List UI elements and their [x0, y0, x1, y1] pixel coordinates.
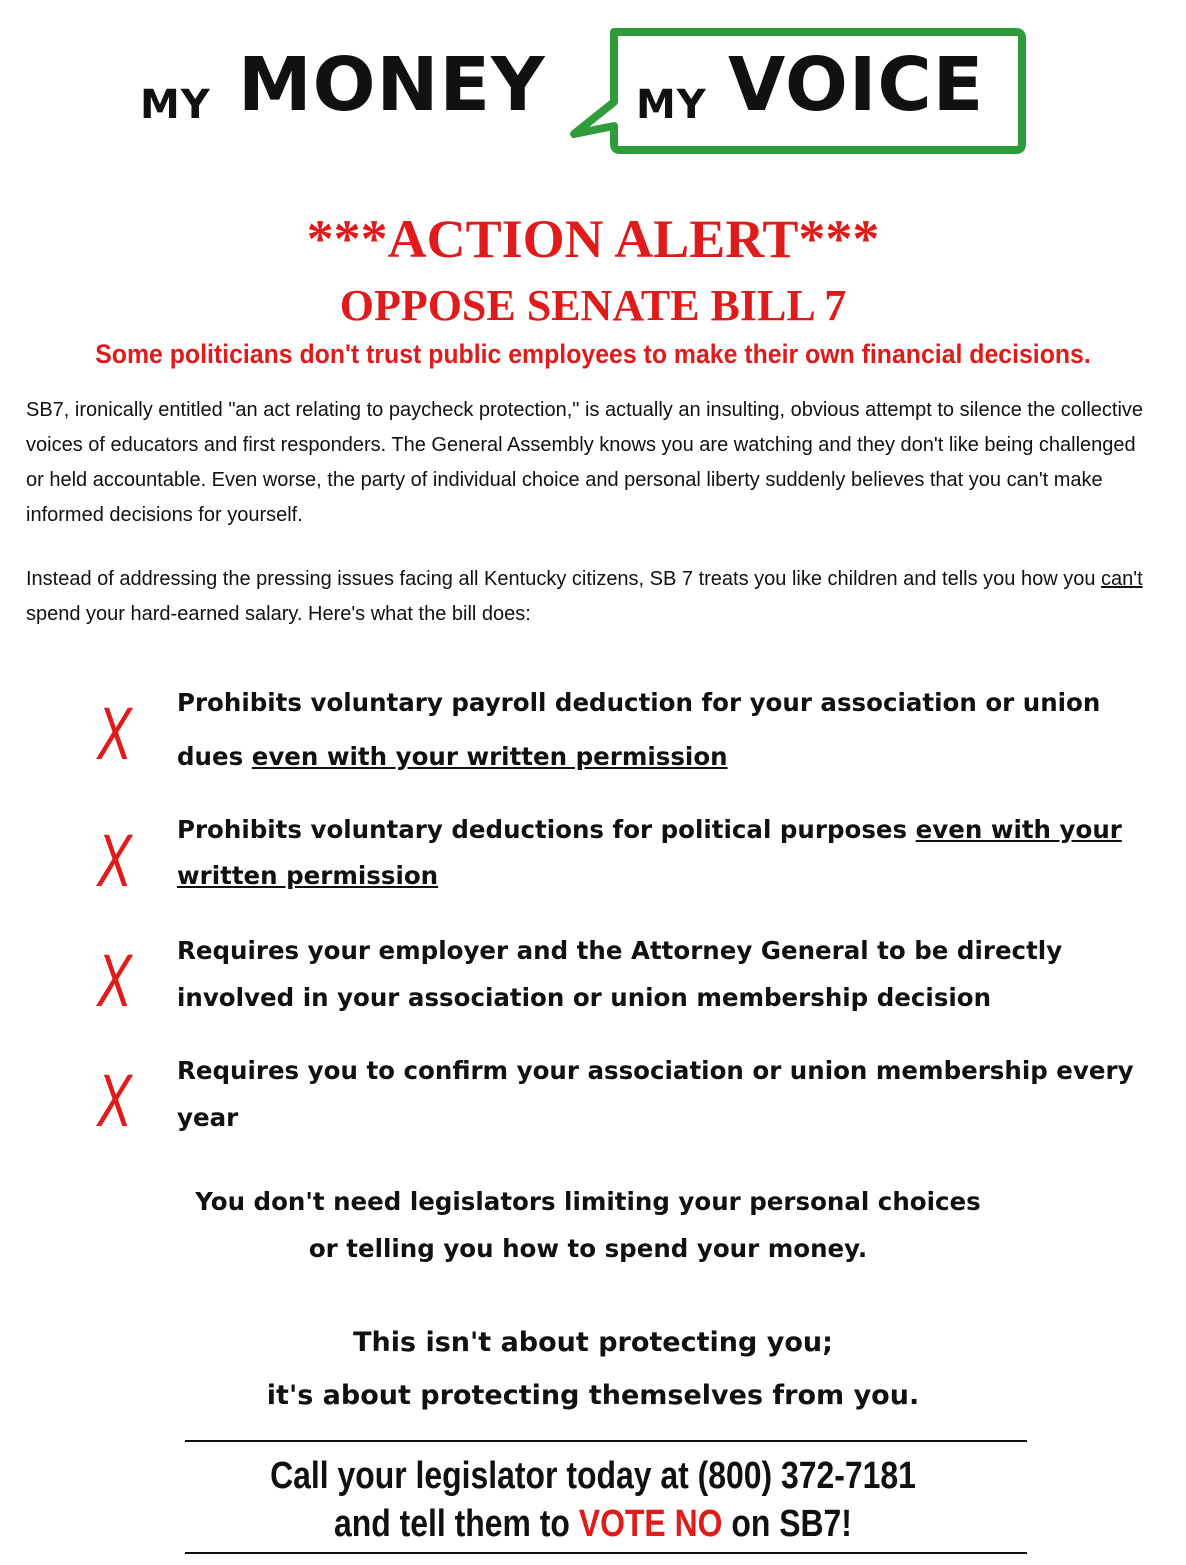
x-mark-icon: X: [97, 819, 132, 902]
bullet-text: Requires you to confirm your association or union membership every year: [177, 1056, 1134, 1132]
bullet-text-main: Prohibits voluntary payroll deduction for your association or union dues: [177, 688, 1101, 771]
x-mark-icon: X: [97, 939, 132, 1022]
call-to-action: [0, 1452, 1186, 1548]
closing-line-2: or telling you how to spend your money.: [308, 1234, 868, 1263]
intro-paragraph: SB7, ironically entitled "an act relating to paycheck protection," is actually an insulting, obvious attempt to silence the collective voices of educators and first responders. The General Assembly knows you are watching and they don't like being challenged or held accountable. Even worse, the party of individual choice and personal liberty suddenly believes that you can't make informed decisions for yourself.: [26, 399, 1144, 526]
x-mark-icon: X: [97, 692, 132, 775]
bullet-text-main: Prohibits voluntary deductions for political purposes: [177, 815, 916, 844]
bullet-text: Requires your employer and the Attorney General to be directly involved in your association or union membership decision: [177, 936, 1063, 1012]
bullet-text: [177, 676, 1137, 784]
bill-summary-paragraph: [26, 562, 1151, 632]
closing-emphasis: [0, 1316, 1186, 1422]
paragraph-text-end: spend your hard-earned salary. Here's what the bill does:: [26, 603, 531, 625]
logo-my-left: MY: [140, 82, 211, 128]
closing-statement: [0, 1178, 1186, 1272]
bullet-text: [177, 807, 1137, 899]
call-line-2-start: and tell them to: [334, 1503, 579, 1545]
vote-no-text: VOTE NO: [578, 1503, 723, 1545]
call-line-1: Call your legislator today at (800) 372-7181: [270, 1455, 916, 1497]
subtitle: Some politicians don't trust public employees to make their own financial decisions.: [95, 339, 1091, 369]
closing-line-1: You don't need legislators limiting your personal choices: [195, 1187, 981, 1216]
paragraph-underlined-cant: can't: [1101, 568, 1143, 590]
paragraph-text-start: Instead of addressing the pressing issues facing all Kentucky citizens, SB 7 treats you like children and tells you how you: [26, 568, 1102, 590]
logo-money: MONEY: [238, 42, 546, 128]
call-line-2-end: on SB7!: [722, 1503, 852, 1545]
closing-line-3: This isn't about protecting you;: [353, 1327, 833, 1358]
closing-line-4: it's about protecting themselves from you.: [266, 1380, 920, 1411]
divider-top: [185, 1440, 1027, 1442]
logo: [0, 0, 1186, 170]
action-alert-heading: ***ACTION ALERT***: [306, 209, 880, 269]
oppose-bill-heading: OPPOSE SENATE BILL 7: [339, 281, 847, 330]
call-line-2: [95, 1500, 1091, 1548]
x-mark-icon: X: [97, 1059, 132, 1142]
divider-bottom: [185, 1552, 1027, 1554]
bullet-text-underlined: even with your written permission: [177, 815, 1122, 890]
bullet-text-underlined: even with your written permission: [251, 742, 728, 771]
logo-my-right: MY: [636, 82, 707, 128]
logo-voice: VOICE: [728, 42, 985, 128]
